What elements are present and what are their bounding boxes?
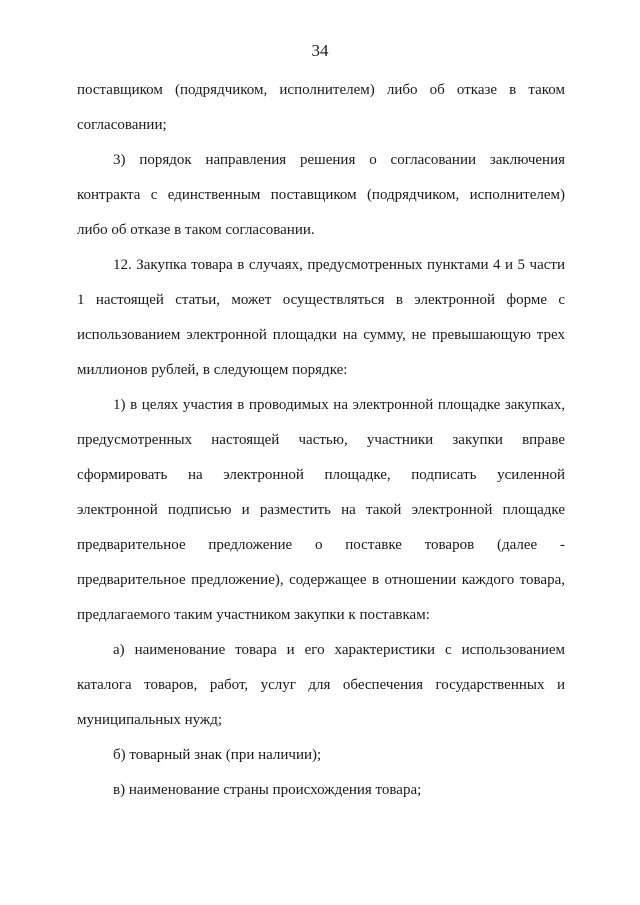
- text-line: согласовании;: [77, 117, 167, 133]
- text-line: предварительное предложение), содержащее в отношении каждого товара,: [77, 572, 565, 588]
- text-line: 1 настоящей статьи, может осуществляться в электронной форме с: [77, 292, 565, 308]
- text-line: контракта с единственным поставщиком (подрядчиком, исполнителем): [77, 187, 565, 203]
- text-line: в) наименование страны происхождения товара;: [113, 782, 422, 798]
- page-number: 34: [311, 41, 329, 60]
- text-line: предварительное предложение о поставке товаров (далее -: [77, 537, 565, 553]
- text-line: а) наименование товара и его характеристики с использованием: [113, 642, 565, 658]
- text-line: 1) в целях участия в проводимых на электронной площадке закупках,: [113, 397, 565, 413]
- text-line: каталога товаров, работ, услуг для обеспечения государственных и: [77, 677, 565, 693]
- text-line: использованием электронной площадки на сумму, не превышающую трех: [77, 327, 565, 343]
- text-line: предлагаемого таким участником закупки к поставкам:: [77, 607, 430, 623]
- text-line: 3) порядок направления решения о согласовании заключения: [113, 152, 565, 168]
- text-line: предусмотренных настоящей частью, участники закупки вправе: [77, 432, 565, 448]
- text-line: муниципальных нужд;: [77, 712, 223, 728]
- text-line: либо об отказе в таком согласовании.: [77, 222, 315, 238]
- text-line: б) товарный знак (при наличии);: [113, 747, 322, 763]
- text-line: сформировать на электронной площадке, подписать усиленной: [77, 467, 565, 483]
- text-line: 12. Закупка товара в случаях, предусмотренных пунктами 4 и 5 части: [113, 257, 565, 273]
- text-line: поставщиком (подрядчиком, исполнителем) либо об отказе в таком: [77, 82, 565, 98]
- text-line: электронной подписью и разместить на такой электронной площадке: [77, 502, 565, 518]
- text-line: миллионов рублей, в следующем порядке:: [77, 362, 348, 378]
